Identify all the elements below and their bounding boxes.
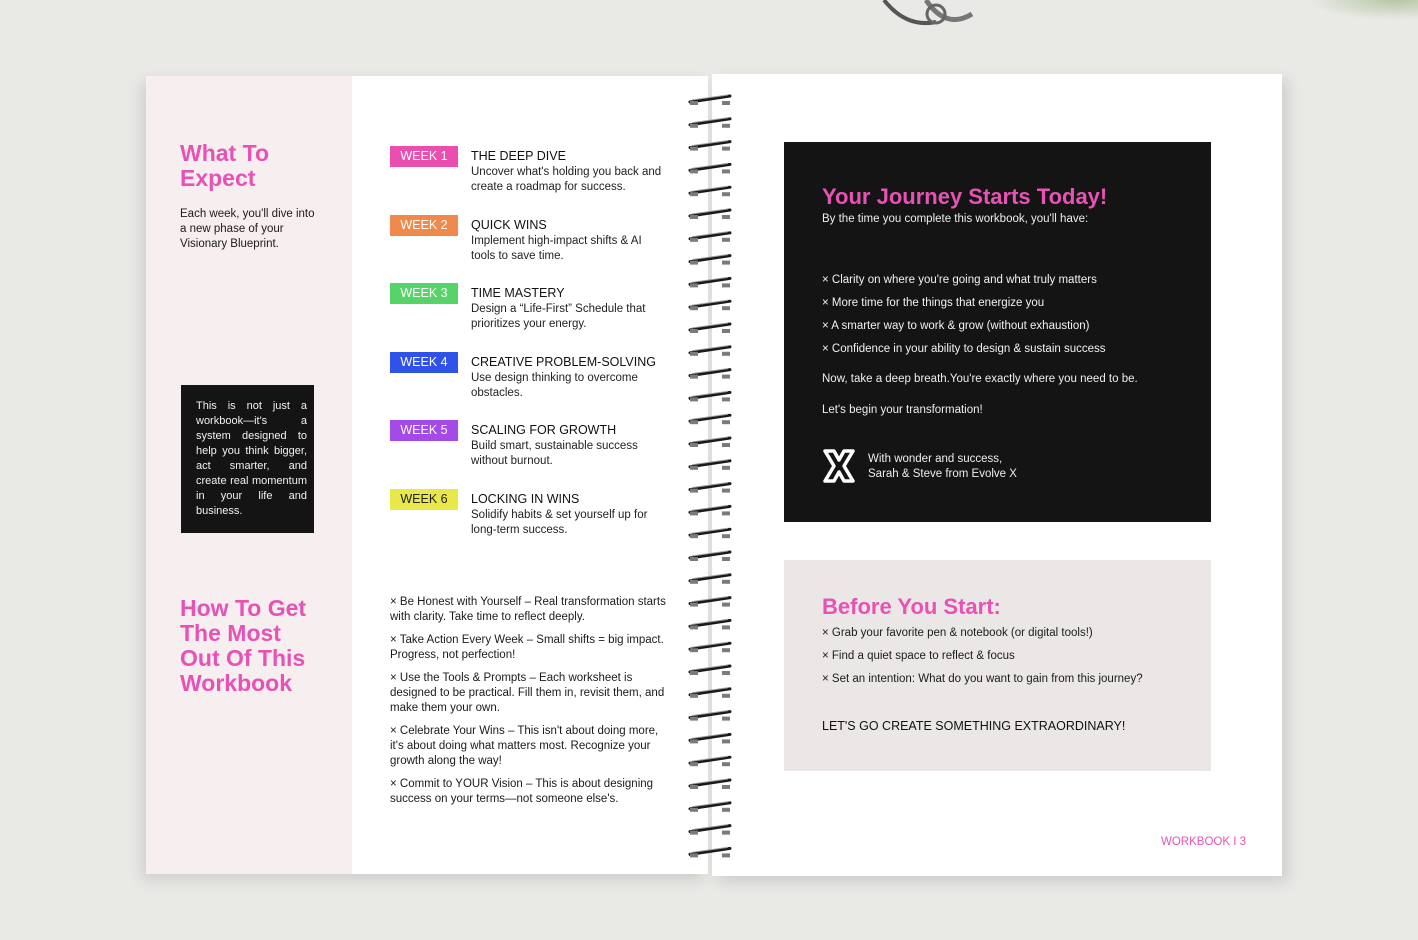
spiral-loop	[690, 369, 730, 379]
spiral-loop	[690, 711, 730, 721]
spiral-loop	[690, 209, 730, 219]
week-item	[390, 489, 670, 558]
signoff-line-2: Sarah & Steve from Evolve X	[868, 468, 1017, 480]
before-bullet: × Grab your favorite pen & notebook (or digital tools!)	[822, 627, 1093, 639]
callout-box	[181, 385, 314, 533]
spiral-loop	[690, 141, 730, 151]
week-desc: Uncover what's holding you back and create a roadmap for success.	[471, 166, 662, 193]
what-to-expect-title: What To Expect	[180, 140, 269, 191]
what-to-expect-text: Each week, you'll dive into a new phase of your Visionary Blueprint.	[180, 208, 315, 250]
journey-bullets	[822, 269, 1106, 361]
spiral-loop	[690, 255, 730, 265]
journey-bullet: × A smarter way to work & grow (without exhaustion)	[822, 320, 1090, 332]
spiral-loop	[690, 756, 730, 766]
tip-item: × Take Action Every Week – Small shifts = big impact. Progress, not perfection!	[390, 634, 664, 661]
tips-list	[390, 595, 670, 815]
week-badge: WEEK 4	[390, 352, 458, 373]
week-desc: Use design thinking to overcome obstacles.	[471, 371, 638, 399]
week-title: SCALING FOR GROWTH	[471, 423, 617, 437]
week-item	[390, 146, 670, 215]
spiral-loop	[690, 642, 730, 652]
week-title: LOCKING IN WINS	[471, 491, 580, 506]
binder-clip-graphic	[876, 0, 996, 36]
spiral-loop	[690, 118, 730, 128]
spiral-loop	[690, 847, 730, 857]
page-label: WORKBOOK I 3	[1161, 836, 1246, 848]
week-item	[390, 352, 670, 421]
spiral-loop	[690, 802, 730, 812]
spiral-loop	[690, 551, 730, 561]
spiral-loop	[690, 574, 730, 584]
before-bullets	[822, 622, 1143, 691]
spiral-loop	[690, 597, 730, 607]
week-title: THE DEEP DIVE	[471, 149, 566, 163]
before-bullet: × Find a quiet space to reflect & focus	[822, 650, 1015, 662]
spiral-loop	[690, 460, 730, 470]
weeks-list	[390, 146, 670, 557]
journey-intro: By the time you complete this workbook, you'll have:	[822, 213, 1089, 225]
tip-item: × Commit to YOUR Vision – This is about designing success on your terms—not someone else's.	[390, 778, 654, 805]
journey-begin: Let's begin your transformation!	[822, 404, 983, 416]
week-desc: Build smart, sustainable success without burnout.	[471, 440, 638, 467]
journey-bullet: × Clarity on where you're going and what truly matters	[822, 274, 1097, 286]
week-desc: Implement high-impact shifts & AI tools to save time.	[471, 234, 642, 262]
week-item	[390, 420, 670, 489]
week-desc: Design a “Life-First” Schedule that prioritizes your energy.	[471, 303, 646, 330]
spiral-loop	[690, 95, 730, 105]
spiral-binding	[686, 88, 734, 868]
week-badge: WEEK 2	[390, 215, 458, 236]
spiral-loop	[690, 346, 730, 356]
week-title: CREATIVE PROBLEM-SOLVING	[471, 354, 656, 369]
journey-bullet: × More time for the things that energize you	[822, 297, 1045, 309]
tip-item: × Be Honest with Yourself – Real transformation starts with clarity. Take time to reflect deeply.	[390, 596, 666, 623]
spiral-loop	[690, 186, 730, 196]
week-title: QUICK WINS	[471, 217, 547, 232]
before-title: Before You Start:	[822, 594, 1001, 619]
spiral-loop	[690, 688, 730, 698]
week-desc: Solidify habits & set yourself up for long-term success.	[471, 508, 648, 536]
spiral-loop	[690, 300, 730, 310]
tip-item: × Celebrate Your Wins – This isn't about doing more, it's about doing what matters most. Recognize your growth along the way!	[390, 725, 659, 767]
spiral-loop	[690, 505, 730, 515]
spiral-loop	[690, 323, 730, 333]
spiral-loop	[690, 825, 730, 835]
journey-bullet: × Confidence in your ability to design & sustain success	[822, 343, 1106, 355]
before-cta: LET'S GO CREATE SOMETHING EXTRAORDINARY!	[822, 719, 1126, 733]
spiral-loop	[690, 414, 730, 424]
before-box	[784, 560, 1211, 771]
spiral-loop	[690, 483, 730, 493]
week-title: TIME MASTERY	[471, 286, 565, 300]
spiral-loop	[690, 733, 730, 743]
evolve-x-logo-icon	[822, 448, 856, 484]
week-badge: WEEK 1	[390, 146, 458, 167]
week-item	[390, 283, 670, 352]
spiral-loop	[690, 665, 730, 675]
week-badge: WEEK 6	[390, 489, 458, 510]
before-bullet: × Set an intention: What do you want to gain from this journey?	[822, 673, 1143, 685]
plant-leaf-graphic	[1308, 0, 1418, 20]
how-to-title: How To Get The Most Out Of This Workbook	[180, 595, 307, 696]
journey-title: Your Journey Starts Today!	[822, 184, 1108, 209]
week-item	[390, 215, 670, 284]
spiral-loop	[690, 391, 730, 401]
week-badge: WEEK 5	[390, 420, 458, 441]
spiral-loop	[690, 437, 730, 447]
callout-text: This is not just a workbook—it's a system designed to help you think bigger, act smarter, and create real momentum in your life and business.	[196, 400, 307, 517]
spiral-loop	[690, 619, 730, 629]
signoff-line-1: With wonder and success,	[868, 453, 1003, 465]
spiral-loop	[690, 232, 730, 242]
week-badge: WEEK 3	[390, 283, 458, 304]
tip-item: × Use the Tools & Prompts – Each worksheet is designed to be practical. Fill them in, revisit them, and make them your own.	[390, 672, 665, 714]
spiral-loop	[690, 163, 730, 173]
spiral-loop	[690, 779, 730, 789]
spiral-loop	[690, 277, 730, 287]
journey-box	[784, 142, 1211, 522]
journey-breath: Now, take a deep breath.You're exactly where you need to be.	[822, 373, 1138, 385]
spiral-loop	[690, 528, 730, 538]
